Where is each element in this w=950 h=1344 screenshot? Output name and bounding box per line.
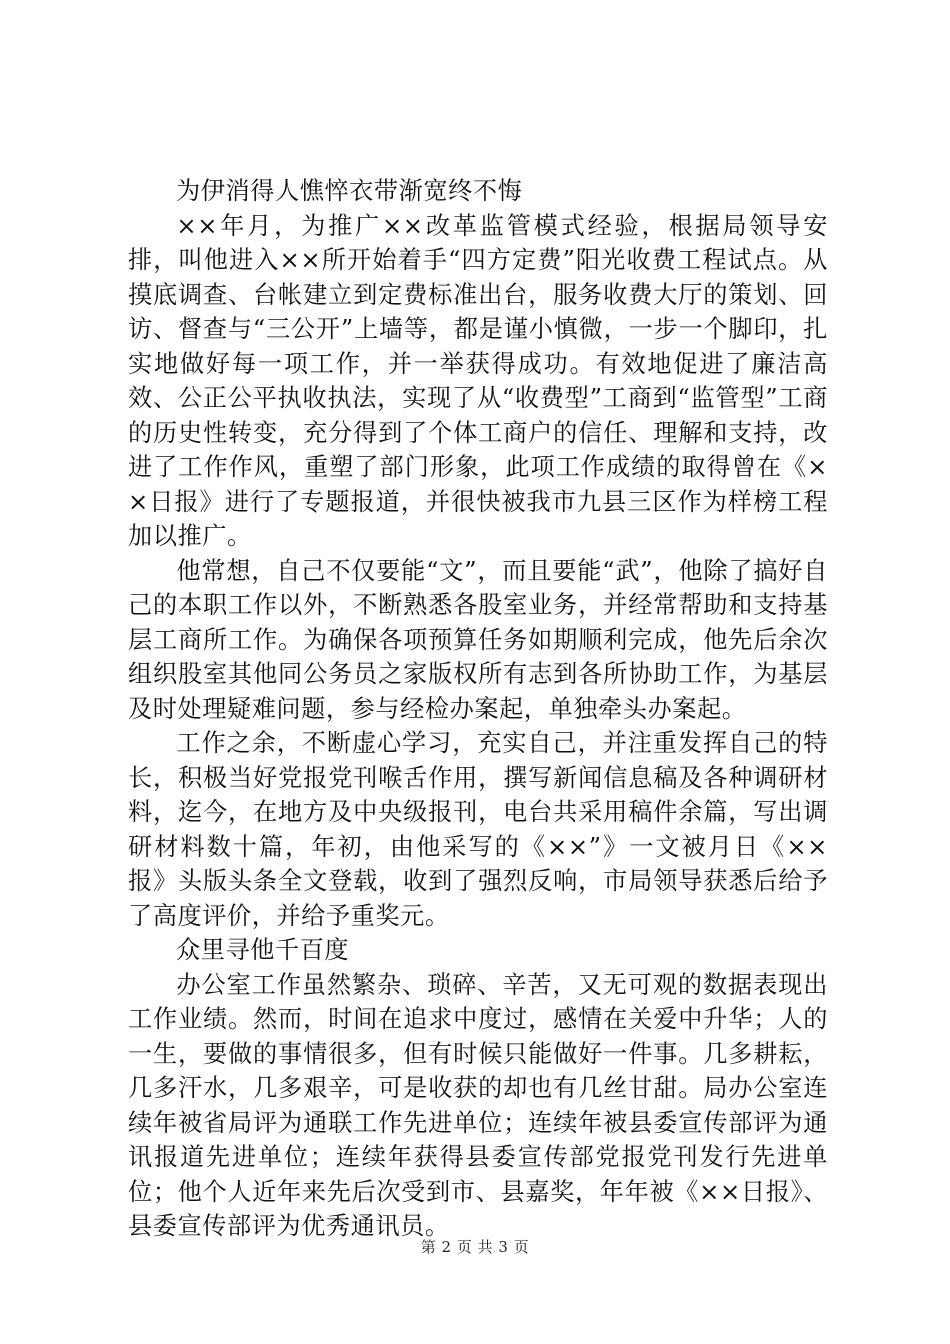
document-body xyxy=(128,174,828,1244)
section-heading-1: 为伊消得人憔悴衣带渐宽终不悔 xyxy=(176,177,523,205)
paragraph-2: 他常想，自己不仅要能“文”，而且要能“武”，他除了搞好自己的本职工作以外，不断熟悉各股室业务，并经常帮助和支持基层工商所工作。为确保各项预算任务如期顺利完成，他先后余次组织股室其他同公务员之家版权所有志到各所协助工作，为基层及时处理疑难问题，参与经检办案起，单独牵头办案起。 xyxy=(128,556,828,723)
section-heading-2: 众里寻他千百度 xyxy=(176,936,350,964)
paragraph-1: ××年月，为推广××改革监管模式经验，根据局领导安排，叫他进入××所开始着手“四方定费”阳光收费工程试点。从摸底调查、台帐建立到定费标准出台，服务收费大厅的策划、回访、督查与“三公开”上墙等，都是谨小慎微，一步一个脚印，扎实地做好每一项工作，并一举获得成功。有效地促进了廉洁高效、公正公平执收执法，实现了从“收费型”工商到“监管型”工商的历史性转变，充分得到了个体工商户的信任、理解和支持，改进了工作作风，重塑了部门形象，此项工作成绩的取得曾在《××日报》进行了专题报道，并很快被我市九县三区作为样榜工程加以推广。 xyxy=(128,211,828,550)
paragraph-3: 工作之余，不断虚心学习，充实自己，并注重发挥自己的特长，积极当好党报党刊喉舌作用，撰写新闻信息稿及各种调研材料，迄今，在地方及中央级报刊，电台共采用稿件余篇，写出调研材料数十篇，年初，由他采写的《××”》一文被月日《××报》头版头条全文登载，收到了强烈反响，市局领导获悉后给予了高度评价，并给予重奖元。 xyxy=(128,729,828,930)
page-number-footer: 第 2 页 共 3 页 xyxy=(420,1238,530,1256)
paragraph-4: 办公室工作虽然繁杂、琐碎、辛苦，又无可观的数据表现出工作业绩。然而，时间在追求中度过，感情在关爱中升华；人的一生，要做的事情很多，但有时候只能做好一件事。几多耕耘，几多汗水，几多艰辛，可是收获的却也有几丝甘甜。局办公室连续年被省局评为通联工作先进单位；连续年被县委宣传部评为通讯报道先进单位；连续年获得县委宣传部党报党刊发行先进单位；他个人近年来先后次受到市、县嘉奖，年年被《××日报》、县委宣传部评为优秀通讯员。 xyxy=(128,970,828,1240)
